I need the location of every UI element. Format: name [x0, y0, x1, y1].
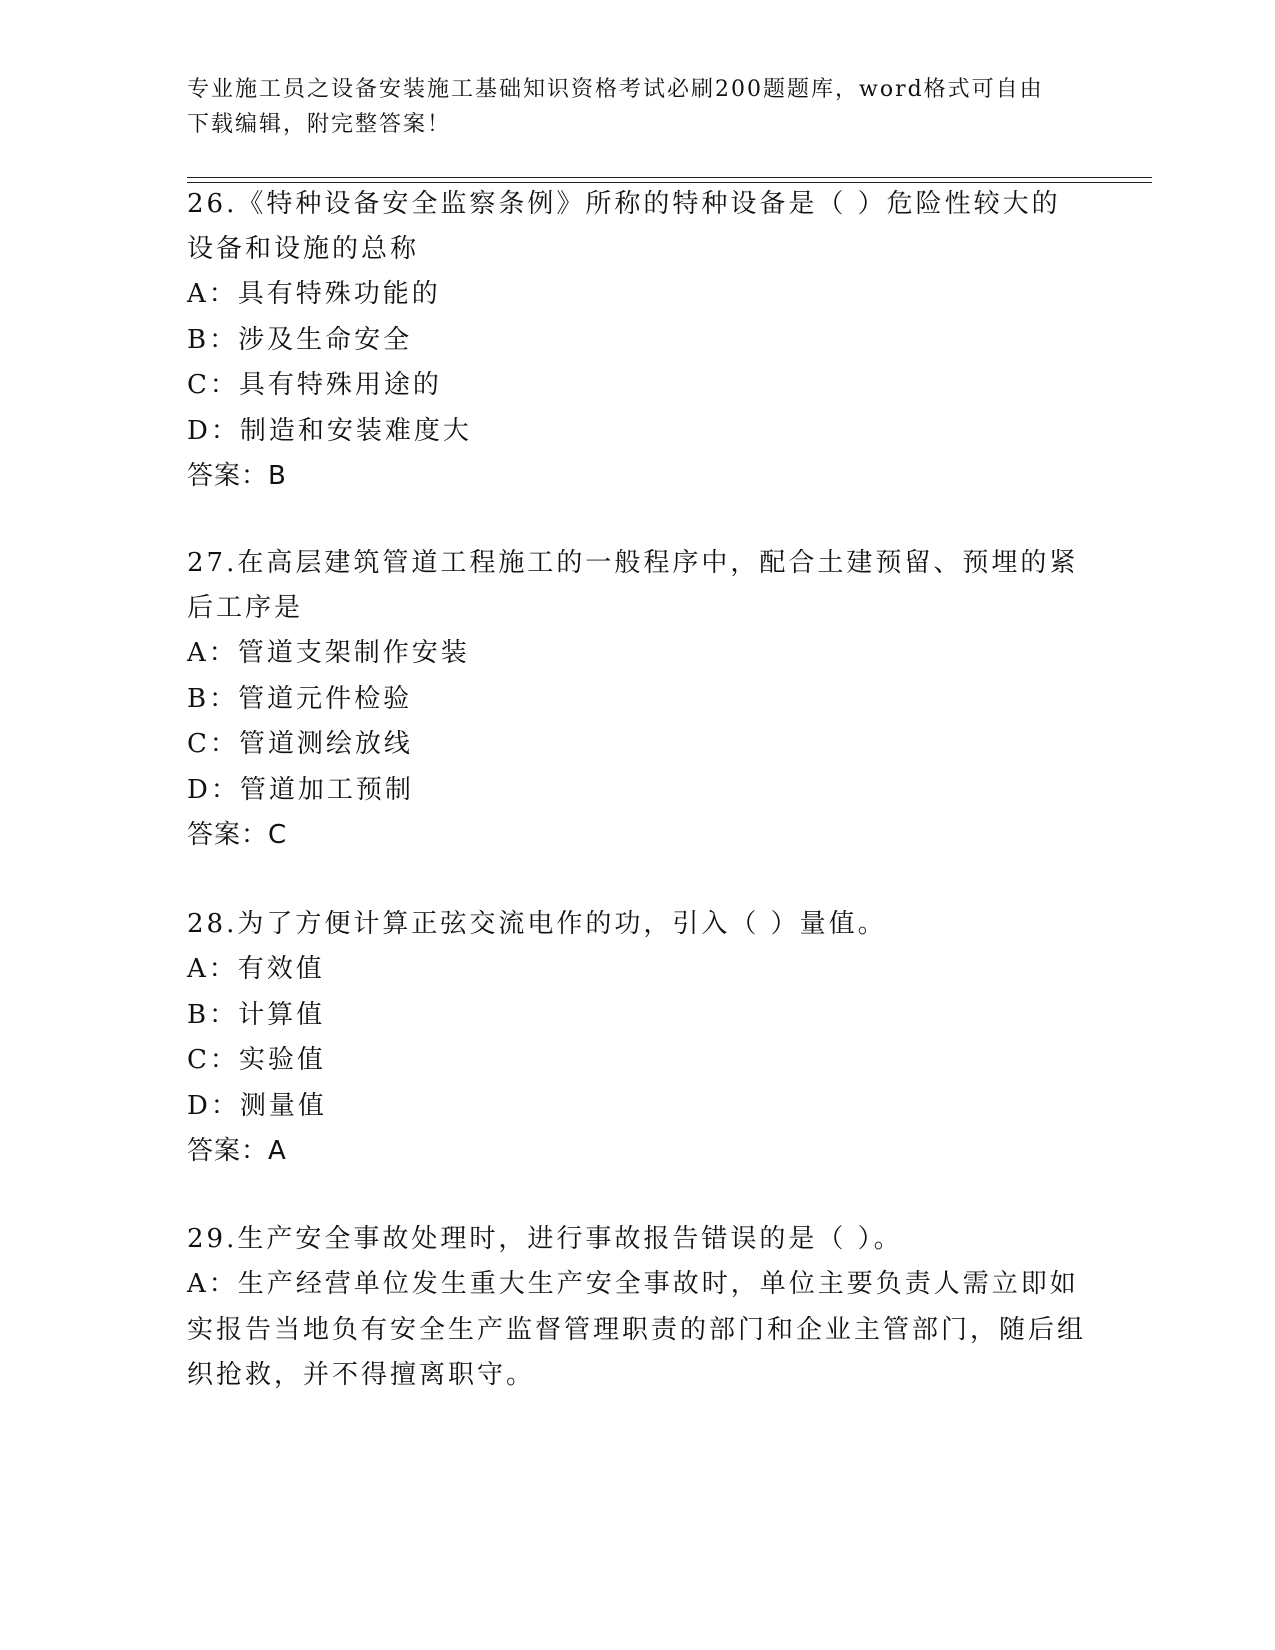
question-26	[187, 182, 1087, 499]
option-b: B：涉及生命安全	[187, 324, 413, 355]
option-a: A：具有特殊功能的	[187, 279, 441, 309]
option-c: C：实验值	[187, 1045, 326, 1075]
option-d: D：测量值	[187, 1090, 327, 1121]
answer-label: 答案：A	[187, 1136, 287, 1166]
option-a: A：有效值	[187, 954, 325, 984]
option-c: C：具有特殊用途的	[187, 370, 442, 400]
option-d: D：管道加工预制	[187, 774, 414, 805]
option-a: A：管道支架制作安装	[187, 638, 470, 668]
document-header: 专业施工员之设备安装施工基础知识资格考试必刷200题题库，word格式可自由下载编辑，附完整答案！	[187, 77, 1044, 137]
question-27	[187, 541, 1087, 858]
question-text: 28.为了方便计算正弦交流电作的功，引入（ ）量值。	[187, 909, 887, 939]
question-text: 27.在高层建筑管道工程施工的一般程序中，配合土建预留、预埋的紧后工序是	[187, 548, 1079, 623]
option-b: B：管道元件检验	[187, 683, 413, 714]
option-c: C：管道测绘放线	[187, 729, 413, 759]
option-a: A：生产经营单位发生重大生产安全事故时，单位主要负责人需立即如实报告当地负有安全生产监督管理职责的部门和企业主管部门，随后组织抢救，并不得擅离职守。	[187, 1269, 1087, 1390]
answer-label: 答案：C	[187, 820, 288, 850]
question-28	[187, 902, 1087, 1174]
header-divider-top	[187, 177, 1152, 178]
option-d: D：制造和安装难度大	[187, 415, 472, 446]
question-text: 29.生产安全事故处理时，进行事故报告错误的是（ ）。	[187, 1224, 903, 1254]
question-29	[187, 1217, 1087, 1399]
question-text: 26.《特种设备安全监察条例》所称的特种设备是（ ）危险性较大的设备和设施的总称	[187, 189, 1061, 264]
answer-label: 答案：B	[187, 461, 287, 491]
option-b: B：计算值	[187, 999, 326, 1030]
